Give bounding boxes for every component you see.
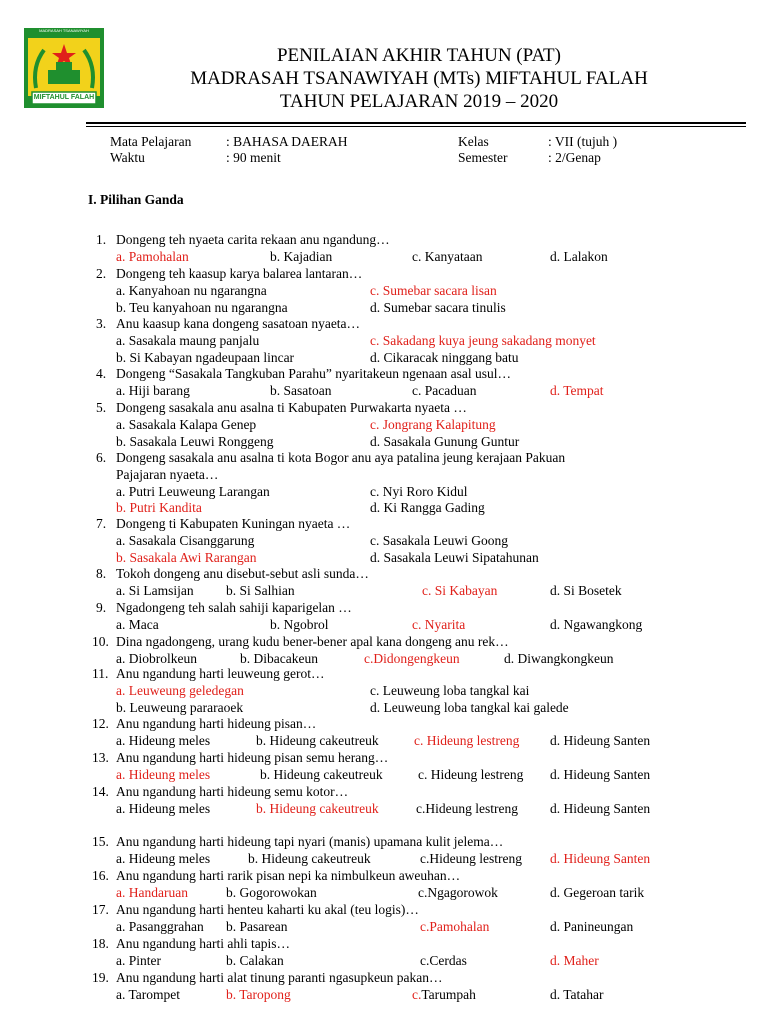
question-text: Anu ngandung harti ahli tapis…: [116, 936, 290, 951]
question-number: 11.: [92, 666, 109, 681]
answer-option[interactable]: c. Nyi Roro Kidul: [370, 483, 468, 499]
question-text: Anu ngandung harti henteu kaharti ku akal (teu logis)…: [116, 902, 419, 917]
question-number: 3.: [96, 316, 107, 331]
answer-option[interactable]: c.Pamohalan: [420, 918, 490, 934]
answer-option[interactable]: c.Ngagorowok: [418, 884, 498, 900]
question-number: 8.: [96, 566, 107, 581]
section-title: I. Pilihan Ganda: [88, 192, 184, 207]
subject-value: : BAHASA DAERAH: [226, 134, 348, 149]
answer-option[interactable]: b. Leuweung pararaoek: [116, 699, 244, 715]
answer-option[interactable]: b. Teu kanyahoan nu ngarangna: [116, 299, 288, 315]
question-number: 10.: [92, 634, 109, 649]
question-text: Anu ngandung harti alat tinung paranti ngasupkeun pakan…: [116, 970, 443, 985]
answer-option[interactable]: a. Hideung meles: [116, 732, 211, 748]
question-text: Tokoh dongeng anu disebut-sebut asli sunda…: [116, 566, 369, 581]
answer-option[interactable]: b. Si Salhian: [226, 582, 295, 598]
info-values-left: [226, 134, 348, 166]
answer-option[interactable]: b. Putri Kandita: [116, 500, 202, 516]
answer-option[interactable]: b. Ngobrol: [270, 616, 329, 632]
answer-option[interactable]: c. Si Kabayan: [422, 582, 498, 598]
answer-option[interactable]: a. Sasakala Kalapa Genep: [116, 416, 257, 432]
answer-option[interactable]: d. Lalakon: [550, 248, 608, 264]
question-number: 15.: [92, 834, 109, 849]
question-text: Anu ngandung harti hideung tapi nyari (manis) upamana kulit jelema…: [116, 834, 504, 849]
answer-option[interactable]: a. Putri Leuweung Larangan: [116, 483, 270, 499]
answer-option[interactable]: a. Pinter: [116, 952, 161, 968]
answer-option[interactable]: b. Hideung cakeutreuk: [260, 766, 383, 782]
question-number: 2.: [96, 266, 107, 281]
answer-option[interactable]: d. Ki Rangga Gading: [370, 500, 485, 516]
question-number: 1.: [96, 232, 107, 247]
answer-option[interactable]: d. Maher: [550, 952, 599, 968]
answer-option[interactable]: b. Hideung cakeutreuk: [248, 850, 371, 866]
answer-option[interactable]: c.Didongengkeun: [364, 650, 460, 666]
answer-option[interactable]: a. Hideung meles: [116, 766, 211, 782]
answer-option[interactable]: b. Taropong: [226, 986, 291, 1002]
answer-option[interactable]: b. Dibacakeun: [240, 650, 318, 666]
answer-option[interactable]: d. Gegeroan tarik: [550, 884, 645, 900]
question-number: 19.: [92, 970, 109, 985]
answer-option[interactable]: d. Panineungan: [550, 918, 634, 934]
answer-option[interactable]: a. Leuweung geledegan: [116, 682, 244, 698]
answer-option[interactable]: d. Ngawangkong: [550, 616, 643, 632]
question-number: 16.: [92, 868, 109, 883]
answer-option[interactable]: a. Pasanggrahan: [116, 918, 204, 934]
answer-option[interactable]: c.Hideung lestreng: [416, 800, 518, 816]
info-labels-right: [458, 134, 508, 166]
answer-option[interactable]: b. Sasakala Leuwi Ronggeng: [116, 433, 274, 449]
answer-option[interactable]: b. Calakan: [226, 952, 284, 968]
logo-ribbon-text: MIFTAHUL FALAH: [33, 94, 95, 101]
question-text: Pajajaran nyaeta…: [116, 466, 219, 482]
answer-option[interactable]: a. Hideung meles: [116, 850, 211, 866]
answer-option[interactable]: b. Hideung cakeutreuk: [256, 732, 379, 748]
class-label: Kelas: [458, 134, 489, 149]
answer-option[interactable]: c. Hideung lestreng: [418, 766, 524, 782]
header-title-line1: PENILAIAN AKHIR TAHUN (PAT): [276, 45, 561, 66]
answer-option[interactable]: c. Sakadang kuya jeung sakadang monyet: [370, 332, 596, 348]
answer-option[interactable]: [412, 987, 476, 1003]
answer-option[interactable]: d. Sasakala Leuwi Sipatahunan: [370, 549, 539, 565]
answer-option[interactable]: d. Hideung Santen: [550, 732, 651, 748]
answer-option[interactable]: b. Gogorowokan: [226, 884, 317, 900]
answer-option[interactable]: c. Sumebar sacara lisan: [370, 282, 497, 298]
answer-option[interactable]: c. Leuweung loba tangkal kai: [370, 682, 530, 698]
question-number: 5.: [96, 400, 107, 415]
time-value: : 90 menit: [226, 150, 281, 165]
answer-option[interactable]: c. Jongrang Kalapitung: [370, 416, 496, 432]
answer-option[interactable]: d. Hideung Santen: [550, 800, 651, 816]
semester-value: : 2/Genap: [548, 150, 601, 165]
question-number: 12.: [92, 716, 109, 731]
answer-option[interactable]: d. Tempat: [550, 382, 604, 398]
answer-option[interactable]: a. Hiji barang: [116, 382, 190, 398]
question-text: Dongeng “Sasakala Tangkuban Parahu” nyaritakeun ngenaan asal usul…: [116, 366, 512, 381]
question-text: Dongeng sasakala anu asalna ti Kabupaten Purwakarta nyaeta …: [116, 400, 467, 415]
answer-option[interactable]: c. Hideung lestreng: [414, 732, 520, 748]
answer-rest: Tarumpah: [421, 986, 476, 1002]
question-text: Anu ngandung harti hideung pisan…: [116, 716, 317, 731]
logo-top-text: MADRASAH TSANAWIYAH: [39, 28, 89, 33]
info-labels-left: [110, 134, 191, 166]
question-text: Anu ngandung harti hideung pisan semu herang…: [116, 750, 389, 765]
answer-option[interactable]: b. Pasarean: [226, 918, 288, 934]
question-number: 6.: [96, 450, 107, 465]
question-text: Anu ngandung harti leuweung gerot…: [116, 666, 325, 681]
time-label: Waktu: [110, 150, 145, 165]
answer-option[interactable]: d. Tatahar: [550, 986, 604, 1002]
question-text: Dongeng ti Kabupaten Kuningan nyaeta …: [116, 516, 351, 531]
question-number: 4.: [96, 366, 107, 381]
answer-option[interactable]: a. Kanyahoan nu ngarangna: [116, 282, 267, 298]
question-number: 14.: [92, 784, 109, 799]
answer-option[interactable]: d. Sasakala Gunung Guntur: [370, 433, 520, 449]
header-title-line3: TAHUN PELAJARAN 2019 – 2020: [279, 91, 559, 112]
header-title-line2: MADRASAH TSANAWIYAH (MTs) MIFTAHUL FALAH: [190, 68, 648, 89]
question-number: 17.: [92, 902, 109, 917]
answer-option[interactable]: d. Leuweung loba tangkal kai galede: [370, 699, 569, 715]
answer-option[interactable]: c.Cerdas: [420, 952, 467, 968]
question-text: Anu kaasup kana dongeng sasatoan nyaeta…: [116, 316, 361, 331]
answer-option[interactable]: d. Si Bosetek: [550, 582, 622, 598]
answer-option[interactable]: a. Tarompet: [116, 986, 181, 1002]
answer-option[interactable]: a. Diobrolkeun: [116, 650, 197, 666]
question-number: 18.: [92, 936, 109, 951]
answer-option[interactable]: a. Handaruan: [116, 884, 188, 900]
question-text: Anu ngandung harti hideung semu kotor…: [116, 784, 349, 799]
answer-option[interactable]: c. Kanyataan: [412, 248, 483, 264]
question-number: 9.: [96, 600, 107, 615]
question-text: Dina ngadongeng, urang kudu bener-bener apal kana dongeng anu rek…: [116, 634, 509, 649]
answer-prefix: c.: [412, 986, 422, 1002]
answer-option[interactable]: b. Kajadian: [270, 248, 333, 264]
answer-option[interactable]: a. Maca: [116, 616, 159, 632]
question-text: Ngadongeng teh salah sahiji kaparigelan …: [116, 600, 352, 615]
semester-label: Semester: [458, 150, 508, 165]
answer-option[interactable]: d. Diwangkongkeun: [504, 650, 614, 666]
answer-option[interactable]: b. Sasakala Awi Rarangan: [116, 549, 257, 565]
question-text: Dongeng teh nyaeta carita rekaan anu ngandung…: [116, 232, 390, 247]
header-divider-thick: [86, 122, 746, 124]
answer-option[interactable]: d. Cikaracak ninggang batu: [370, 349, 519, 365]
answer-option[interactable]: a. Si Lamsijan: [116, 582, 194, 598]
question-text: Dongeng teh kaasup karya balarea lantaran…: [116, 266, 363, 281]
answer-option[interactable]: c. Nyarita: [412, 616, 466, 632]
answer-option[interactable]: b. Si Kabayan ngadeupaan lincar: [116, 349, 295, 365]
question-text: Anu ngandung harti rarik pisan nepi ka nimbulkeun aweuhan…: [116, 868, 461, 883]
answer-option[interactable]: a. Sasakala maung panjalu: [116, 332, 260, 348]
answer-option[interactable]: d. Sumebar sacara tinulis: [370, 299, 506, 315]
answer-option[interactable]: a. Sasakala Cisanggarung: [116, 532, 255, 548]
answer-option[interactable]: b. Hideung cakeutreuk: [256, 800, 379, 816]
answer-option[interactable]: d. Hideung Santen: [550, 766, 651, 782]
answer-option[interactable]: c. Sasakala Leuwi Goong: [370, 532, 508, 548]
question-number: 7.: [96, 516, 107, 531]
exam-header: [110, 44, 728, 113]
answer-option[interactable]: c.Hideung lestreng: [420, 850, 522, 866]
answer-option[interactable]: a. Hideung meles: [116, 800, 211, 816]
header-divider-thin: [86, 126, 746, 127]
answer-option[interactable]: c. Pacaduan: [412, 382, 477, 398]
info-values-right: [548, 134, 617, 166]
answer-option[interactable]: b. Sasatoan: [270, 382, 332, 398]
subject-label: Mata Pelajaran: [110, 134, 192, 149]
class-value: : VII (tujuh ): [548, 134, 618, 149]
answer-option[interactable]: d. Hideung Santen: [550, 850, 651, 866]
answer-option[interactable]: a. Pamohalan: [116, 248, 189, 264]
question-text: Dongeng sasakala anu asalna ti kota Bogor anu aya patalina jeung kerajaan Pakuan: [116, 450, 566, 465]
question-number: 13.: [92, 750, 109, 765]
